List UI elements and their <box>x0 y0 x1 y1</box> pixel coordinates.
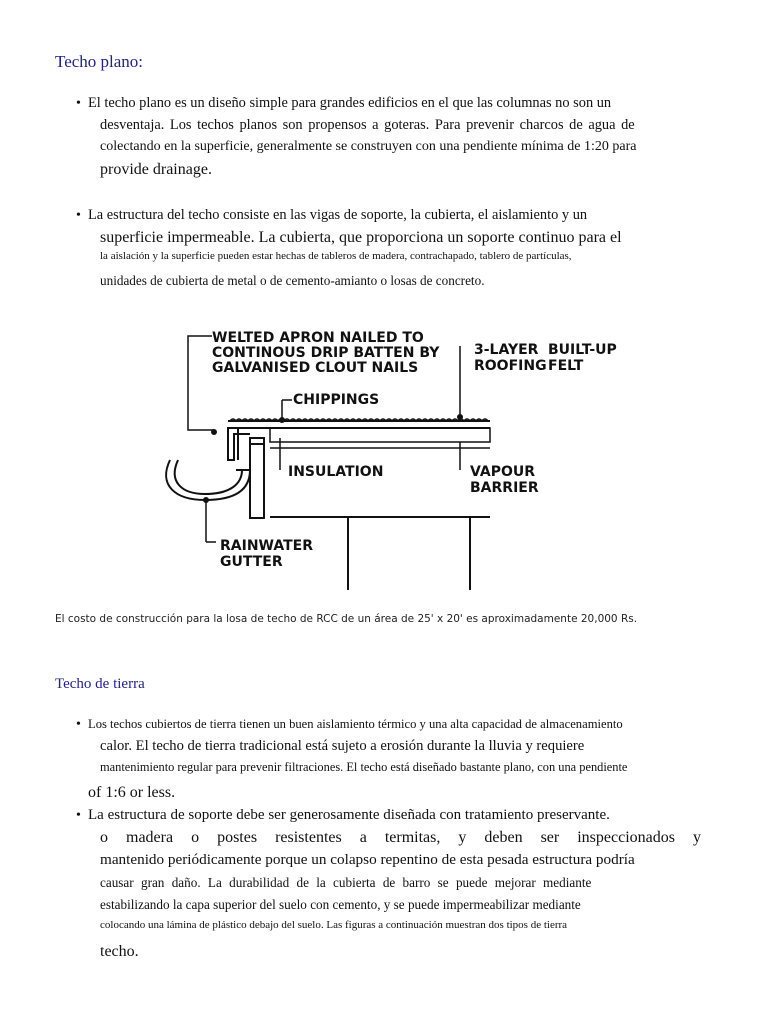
flat-roof-eaves-diagram <box>150 320 630 590</box>
paragraph-line: La estructura del techo consiste en las vigas de soporte, la cubierta, el aislamiento y un <box>88 207 588 223</box>
paragraph-line: o madera o postes resistentes a termitas, y deben ser inspeccionados y <box>100 829 701 846</box>
paragraph-line: provide drainage. <box>100 161 212 178</box>
label-vapour: VAPOUR <box>470 464 536 480</box>
label-apron-2: CONTINOUS DRIP BATTEN BY <box>212 345 440 361</box>
bullet-icon: • <box>76 96 81 111</box>
paragraph-line: desventaja. Los techos planos son propensos a goteras. Para prevenir charcos de agua de <box>100 117 635 133</box>
paragraph-line: estabilizando la capa superior del suelo con cemento, y se puede impermeabilizar mediante <box>100 897 581 912</box>
paragraph-line: colocando una lámina de plástico debajo del suelo. Las figuras a continuación muestran dos tipos de tierra <box>100 919 568 931</box>
paragraph-line: unidades de cubierta de metal o de cemento-amianto o losas de concreto. <box>100 273 485 288</box>
label-barrier: BARRIER <box>470 480 539 496</box>
label-felt: FELT <box>548 358 584 374</box>
label-insulation: INSULATION <box>288 464 384 480</box>
paragraph-line: of 1:6 or less. <box>88 784 176 801</box>
paragraph-line: colectando en la superficie, generalmente se construyen con una pendiente mínima de 1:20 para <box>100 139 637 154</box>
paragraph-line: Los techos cubiertos de tierra tienen un buen aislamiento térmico y una alta capacidad de almacenamiento <box>88 717 623 731</box>
label-apron-3: GALVANISED CLOUT NAILS <box>212 360 419 376</box>
paragraph-line: superficie impermeable. La cubierta, que proporciona un soporte continuo para el <box>100 229 622 246</box>
paragraph-line: causar gran daño. La durabilidad de la cubierta de barro se puede mejorar mediante <box>100 875 592 890</box>
bullet-icon: • <box>76 208 81 223</box>
label-gutter: GUTTER <box>220 554 283 570</box>
paragraph-line: techo. <box>100 943 139 960</box>
section-title-techo-de-tierra: Techo de tierra <box>55 676 145 692</box>
label-rainwater: RAINWATER <box>220 538 313 554</box>
section-title-techo-plano: Techo plano: <box>55 52 144 71</box>
paragraph-line: mantenido periódicamente porque un colapso repentino de esta pesada estructura podría <box>100 851 635 868</box>
bullet-icon: • <box>76 717 81 732</box>
paragraph-line: la aislación y la superficie pueden estar hechas de tableros de madera, contrachapado, tablero de partículas, <box>100 250 572 262</box>
label-chippings: CHIPPINGS <box>293 392 380 408</box>
label-3-layer: 3-LAYER <box>474 342 539 358</box>
paragraph-line: El techo plano es un diseño simple para grandes edificios en el que las columnas no son un <box>88 95 612 111</box>
cost-note: El costo de construcción para la losa de techo de RCC de un área de 25' x 20' es aproximadamente 20,000 Rs. <box>55 613 638 625</box>
paragraph-line: La estructura de soporte debe ser generosamente diseñada con tratamiento preservante. <box>88 807 610 823</box>
label-roofing: ROOFING <box>474 358 547 374</box>
paragraph-line: mantenimiento regular para prevenir filtraciones. El techo está diseñado bastante plano, con una pendiente <box>100 760 628 774</box>
paragraph-line: calor. El techo de tierra tradicional está sujeto a erosión durante la lluvia y requiere <box>100 738 585 754</box>
label-apron-1: WELTED APRON NAILED TO <box>212 330 424 346</box>
label-built-up: BUILT-UP <box>548 342 617 358</box>
bullet-icon: • <box>76 808 81 823</box>
